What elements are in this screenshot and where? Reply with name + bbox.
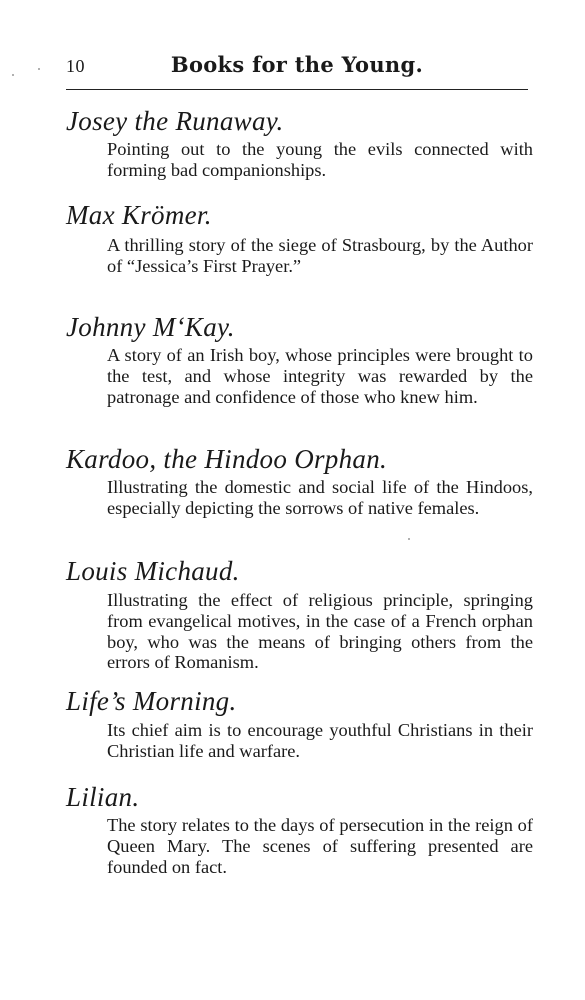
header-rule (66, 89, 528, 90)
book-title: Life’s Morning. (66, 686, 237, 716)
book-title: Kardoo, the Hindoo Orphan. (66, 444, 388, 474)
book-description: The story relates to the days of persecution in the reign of Queen Mary. The scenes of suffering presented are founded on fact. (107, 815, 533, 877)
book-description: Illustrating the domestic and social life of the Hindoos, especially depicting the sorrows of native females. (107, 477, 533, 518)
page-header (66, 52, 528, 86)
book-description: Illustrating the effect of religious principle, springing from evangelical motives, in the case of a French orphan boy, who was the means of bringing others from the errors of Romanism. (107, 590, 533, 673)
book-description: A story of an Irish boy, whose principles were brought to the test, and whose integrity was rewarded by the patronage and confidence of those who knew him. (107, 345, 533, 407)
book-description: Its chief aim is to encourage youthful Christians in their Christian life and warfare. (107, 720, 533, 761)
paper-speck (408, 538, 410, 540)
page-number: 10 (66, 56, 85, 76)
paper-speck (12, 74, 14, 76)
book-description: Pointing out to the young the evils connected with forming bad companionships. (107, 139, 533, 180)
book-title: Johnny M‘Kay. (66, 312, 235, 342)
running-title: Books for the Young. (170, 52, 424, 77)
book-title: Lilian. (66, 782, 140, 812)
book-title: Louis Michaud. (66, 556, 240, 586)
book-description: A thrilling story of the siege of Strasbourg, by the Author of “Jessica’s First Prayer.” (107, 235, 533, 276)
book-title: Max Krömer. (66, 200, 212, 230)
book-title: Josey the Runaway. (66, 106, 284, 136)
paper-speck (38, 68, 40, 70)
